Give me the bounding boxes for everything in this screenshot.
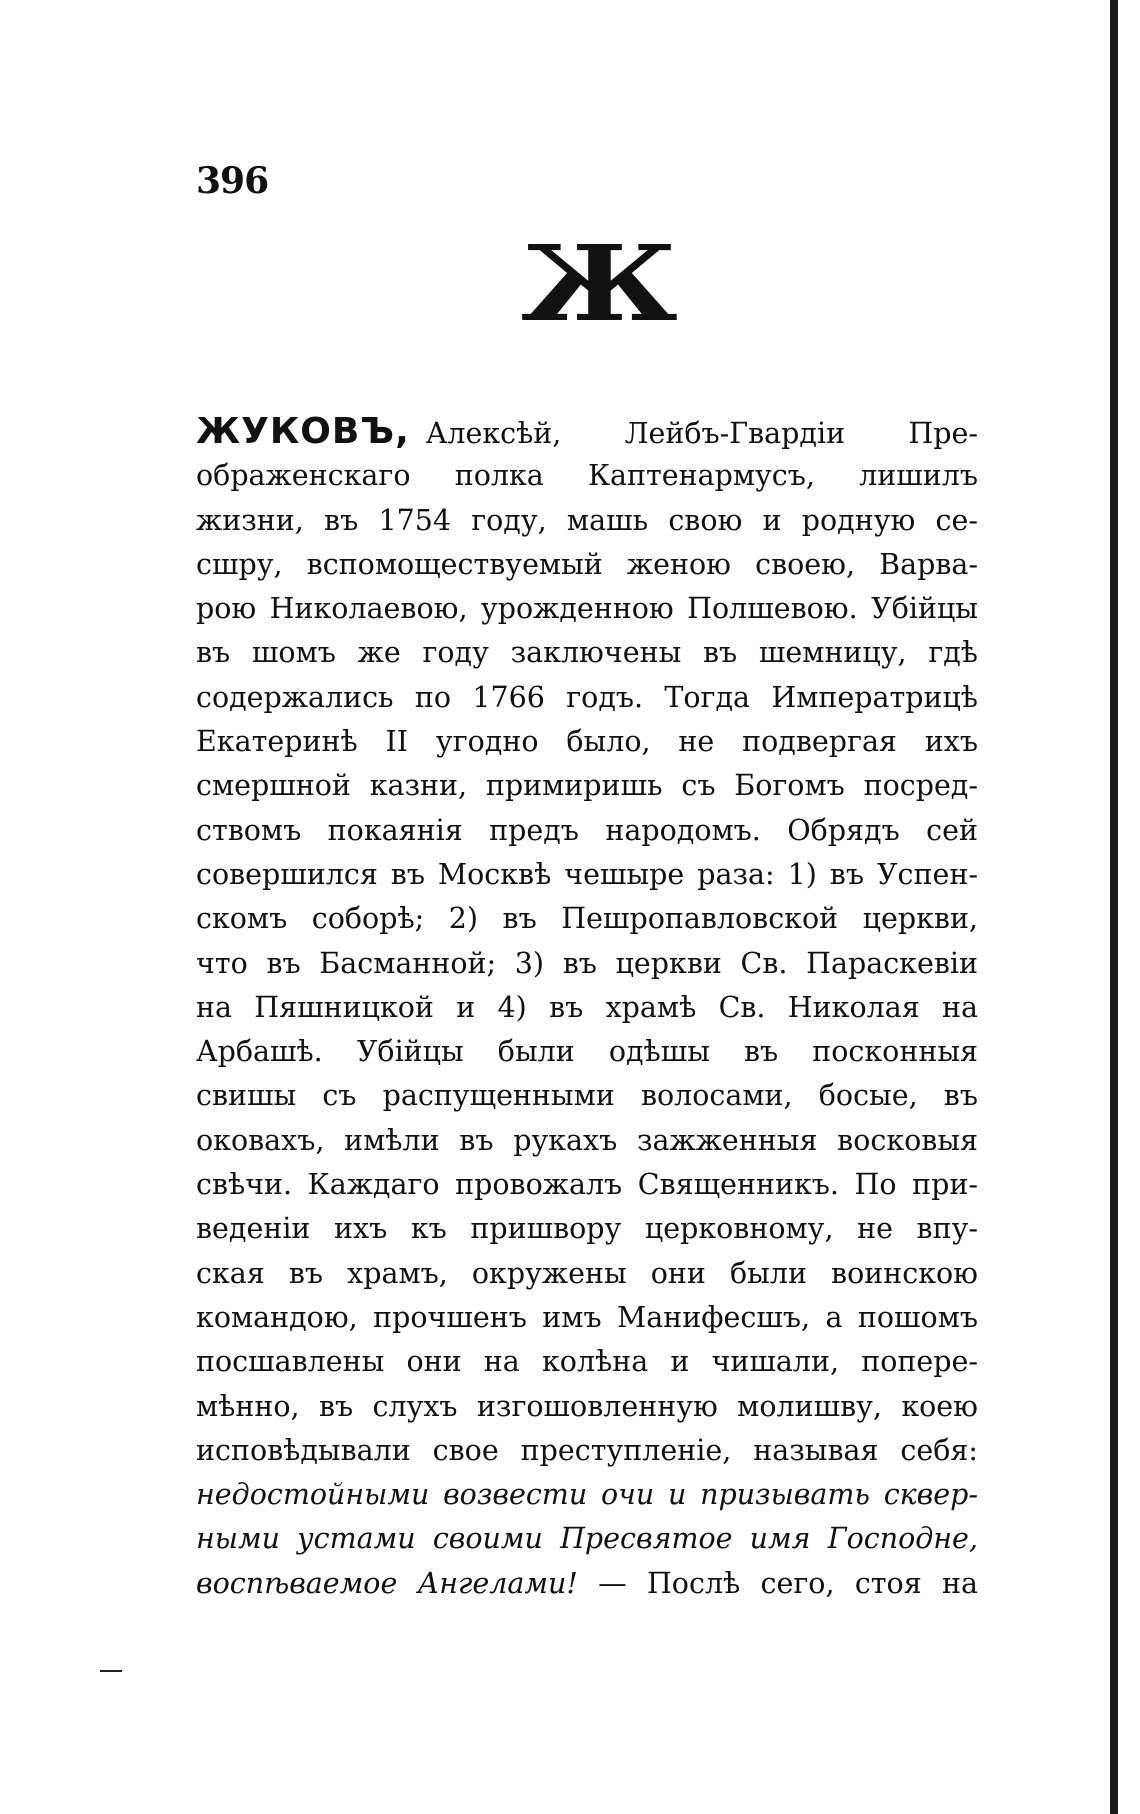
final-line-italic: воспѣваемое Ангелами! [196, 1566, 578, 1600]
text-line: мѣнно, въ слухъ изгошовленную молишву, коею [196, 1389, 978, 1423]
text-line: содержались по 1766 годъ. Тогда Императрицѣ [196, 680, 978, 714]
headword: ЖУКОВЪ, [196, 411, 410, 452]
text-line: Арбашѣ. Убійцы были одѣшы въ посконныя [196, 1035, 978, 1069]
text-line [196, 410, 978, 454]
text-line: смершной казни, примиришь съ Богомъ посред- [196, 769, 978, 803]
text-line: скомъ соборѣ; 2) въ Пешропавловской церкви, [196, 902, 978, 936]
text-line: въ шомъ же году заключены въ шемницу, гдѣ [196, 636, 978, 670]
line-text: Алексѣй, Лейбъ-Гвардіи Пре- [425, 417, 978, 450]
section-letter: Ж [521, 222, 678, 345]
text-line: оковахъ, имѣли въ рукахъ зажженныя восковыя [196, 1123, 978, 1157]
text-line: жизни, въ 1754 году, машь свою и родную се- [196, 503, 978, 537]
text-line: сшру, вспомоществуемый женою своею, Варва- [196, 547, 978, 581]
text-line: ствомъ покаянія предъ народомъ. Обрядъ сей [196, 813, 978, 847]
final-line-roman: — Послѣ сего, стоя на [598, 1566, 978, 1600]
page-number: 396 [196, 160, 269, 202]
text-line: посшавлены они на колѣна и чишали, попере- [196, 1345, 978, 1379]
text-line: Екатеринѣ II угодно было, не подвергая ихъ [196, 725, 978, 759]
entry-text [196, 410, 978, 1606]
text-line: ская въ храмъ, окружены они были воинскою [196, 1256, 978, 1290]
text-line: совершился въ Москвѣ чешыре раза: 1) въ Успен- [196, 857, 978, 891]
text-line: рою Николаевою, урожденною Полшевою. Убійцы [196, 592, 978, 626]
text-line: ображенскаго полка Каптенармусъ, лишилъ [196, 459, 978, 493]
text-line: свишы съ распущенными волосами, босые, въ [196, 1079, 978, 1113]
text-line: командою, прочшенъ имъ Манифесшъ, а пошомъ [196, 1300, 978, 1334]
italic-text-line: недостойными возвести очи и призывать сквер- [196, 1478, 978, 1512]
italic-text-line: ными устами своими Пресвятое имя Господне, [196, 1522, 978, 1556]
text-line: свѣчи. Каждаго провожалъ Священникъ. По при- [196, 1168, 978, 1202]
text-line: исповѣдывали свое преступленіе, называя себя: [196, 1433, 978, 1467]
margin-dash [100, 1670, 122, 1672]
text-line: что въ Басманной; 3) въ церкви Св. Параскевіи [196, 946, 978, 980]
text-line: на Пяшницкой и 4) въ храмѣ Св. Николая на [196, 990, 978, 1024]
scan-edge [1110, 0, 1118, 1814]
text-line: веденіи ихъ къ пришвору церковному, не впу- [196, 1212, 978, 1246]
final-text-line [196, 1562, 978, 1606]
